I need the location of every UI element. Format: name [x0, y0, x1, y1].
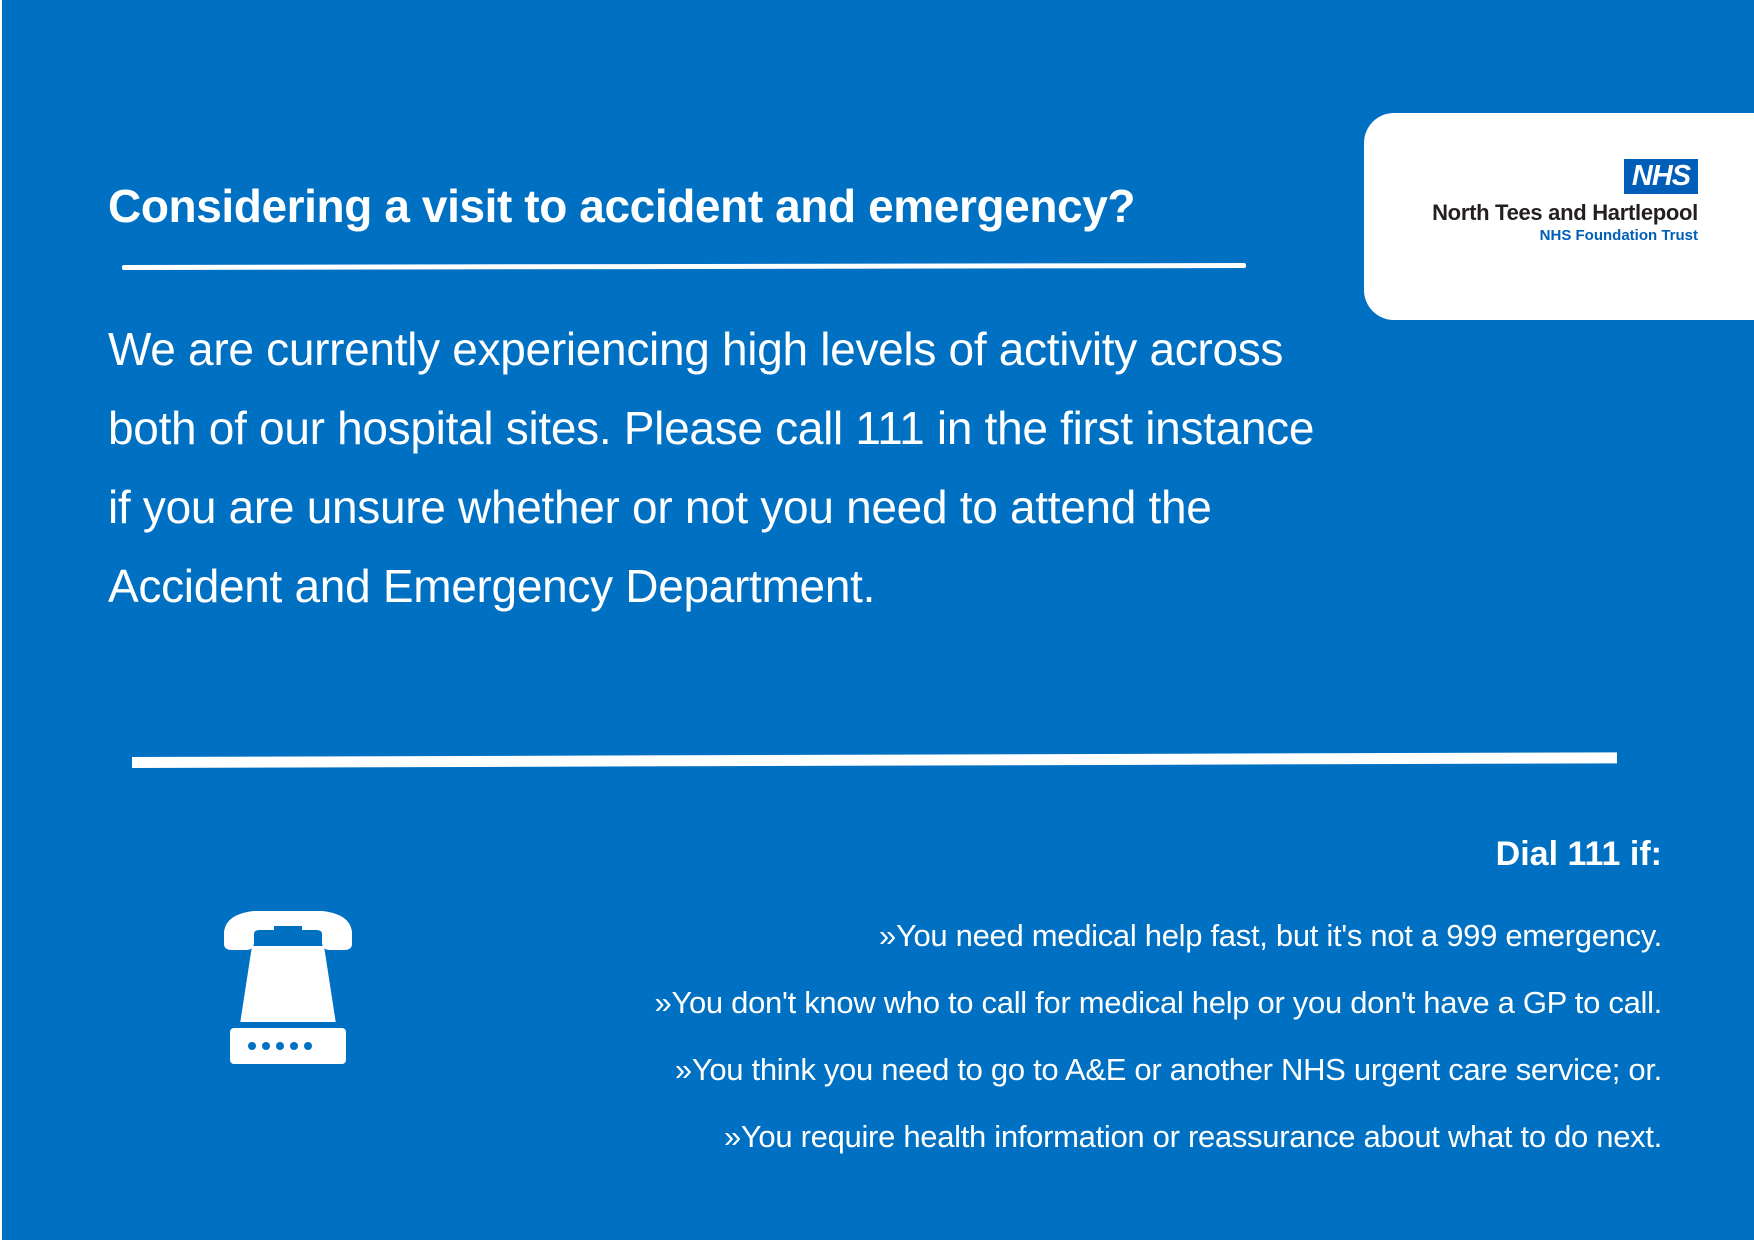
- section-divider: [132, 752, 1617, 768]
- logo-card: [1364, 113, 1754, 320]
- headline-divider: [122, 263, 1246, 270]
- dial-111-heading: Dial 111 if:: [1495, 835, 1662, 873]
- list-item: »You think you need to go to A&E or another NHS urgent care service; or.: [674, 1052, 1662, 1087]
- nhs-logo: NHS: [1624, 159, 1698, 194]
- list-item: »You require health information or reassurance about what to do next.: [723, 1119, 1662, 1154]
- list-item: »You don't know who to call for medical help or you don't have a GP to call.: [654, 985, 1662, 1020]
- list-item: »You need medical help fast, but it's not a 999 emergency.: [879, 918, 1662, 953]
- dial-111-criteria-list: [655, 902, 1663, 1170]
- body-text: We are currently experiencing high levels of activity across both of our hospital sites. Please call 111 in the first instance if you are unsure whether or not you need to attend the Accident and Emergency Department.: [108, 323, 1315, 612]
- headline: Considering a visit to accident and emergency?: [108, 180, 1136, 232]
- telephone-icon: [218, 906, 358, 1066]
- org-name: North Tees and Hartlepool: [1432, 200, 1698, 225]
- org-subtitle: NHS Foundation Trust: [1539, 227, 1698, 244]
- poster: [2, 0, 1754, 1240]
